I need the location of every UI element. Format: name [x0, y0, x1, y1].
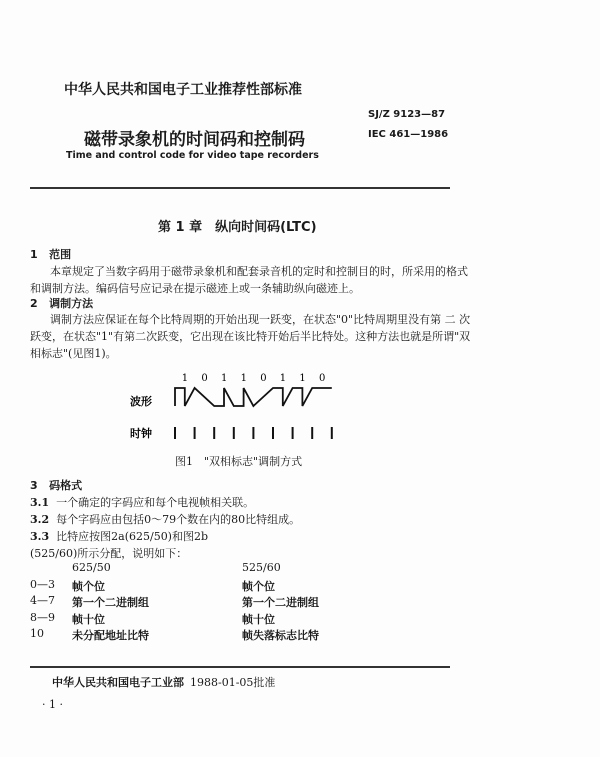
table-header: 525/60 [242, 561, 281, 574]
para-line: 和调制方法。编码信号应记录在提示磁迹上或一条辅助纵向磁迹上。 [30, 282, 360, 295]
bit-label: 1 [181, 373, 189, 384]
footer-divider [30, 666, 450, 668]
table-cell: 帧个位 [72, 579, 105, 593]
title-cn: 磁带录象机的时间码和控制码 [84, 130, 305, 150]
title-en: Time and control code for video tape recorders [66, 150, 319, 161]
footer-ministry: 中华人民共和国电子工业部 [52, 676, 184, 689]
clause-item: 3.1 一个确定的字码应和每个电视帧相关联。 [30, 496, 255, 509]
bit-label: 1 [299, 373, 306, 384]
standard-code: SJ/Z 9123—87 [368, 109, 446, 120]
table-cell: 第一个二进制组 [242, 596, 319, 609]
footer-date: 1988-01-05批准 [190, 676, 276, 689]
para-line: 跃变，在状态"1"有第二次跃变，它出现在该比特开始后半比特处。这种方法也就是所谓"双 [30, 330, 471, 343]
table-cell: 第一个二进制组 [72, 596, 149, 609]
section-1-heading: 1 范围 [30, 248, 72, 261]
clause-item: 3.2 每个字码应由包括0～79个数在内的80比特组成。 [30, 513, 301, 526]
bit-label: 1 [240, 373, 247, 384]
para-line: (525/60)所示分配，说明如下： [30, 547, 188, 560]
page-number: · 1 · [42, 698, 63, 711]
para-line: 调制方法应保证在每个比特周期的开始出现一跃变，在状态"0"比特周期里没有第 二 次 [50, 313, 471, 326]
table-cell: 10 [30, 627, 44, 640]
para-line: 相标志"(见图1)。 [30, 347, 117, 360]
table-cell: 未分配地址比特 [72, 629, 149, 642]
clause-item: 3.3 比特应按图2a(625/50)和图2b [30, 530, 209, 543]
table-cell: 0—3 [30, 577, 55, 591]
table-cell: 帧十位 [72, 612, 105, 626]
figure-caption: 图1 "双相标志"调制方式 [175, 455, 303, 468]
bit-label: 1 [279, 373, 287, 384]
table-cell: 帧失落标志比特 [242, 629, 319, 642]
bit-label: 0 [260, 373, 267, 384]
waveform [175, 388, 332, 406]
bit-label: 0 [201, 373, 208, 384]
section-2-heading: 2 调制方法 [30, 297, 94, 310]
clock-label: 时钟 [130, 427, 152, 440]
para-line: 本章规定了当数字码用于磁带录象机和配套录音机的定时和控制目的时，所采用的格式 [50, 265, 468, 278]
table-cell: 8—9 [30, 610, 55, 624]
table-cell: 4—7 [30, 594, 55, 607]
figure-1-biphase [130, 365, 350, 465]
section-3-heading: 3 码格式 [30, 479, 83, 492]
iec-code: IEC 461—1986 [368, 129, 449, 140]
bit-label: 0 [319, 373, 326, 384]
divider [30, 187, 450, 189]
issuer: 中华人民共和国电子工业推荐性部标准 [64, 82, 302, 98]
wave-label: 波形 [130, 395, 152, 408]
table-header: 625/50 [72, 561, 111, 574]
table-cell: 帧十位 [242, 612, 275, 626]
table-cell: 帧个位 [242, 579, 275, 593]
bit-label: 1 [221, 373, 228, 384]
chapter-title: 第 1 章 纵向时间码(LTC) [158, 220, 317, 235]
